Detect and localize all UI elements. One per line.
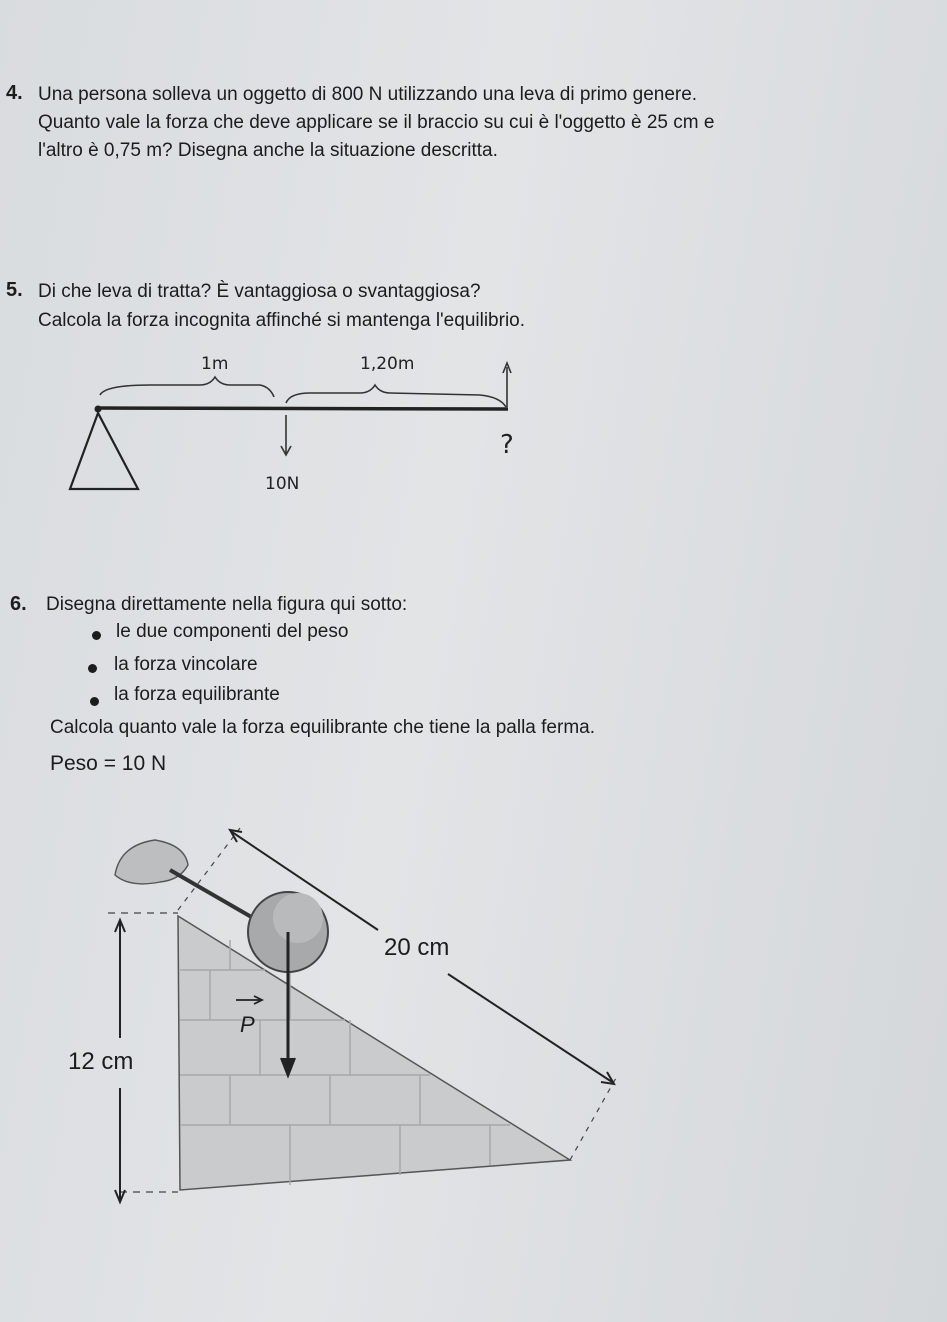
exercise-4-line-3: l'altro è 0,75 m? Disegna anche la situazione descritta. xyxy=(38,140,498,161)
exercise-6-question: Calcola quanto vale la forza equilibrante che tiene la palla ferma. xyxy=(50,717,595,738)
right-arm-brace xyxy=(286,385,506,407)
fulcrum-triangle xyxy=(70,413,138,489)
exercise-6-intro: Disegna direttamente nella figura qui sotto: xyxy=(46,594,408,615)
weight-vector-label: P xyxy=(240,1012,255,1037)
slope-dashed-guide-top xyxy=(178,828,240,910)
hypotenuse-label: 20 cm xyxy=(384,934,450,961)
exercise-4-line-1: Una persona solleva un oggetto di 800 N utilizzando una leva di primo genere. xyxy=(38,84,698,105)
exercise-6-number: 6. xyxy=(10,593,27,615)
exercise-4-line-2: Quanto vale la forza che deve applicare se il braccio su cui è l'oggetto è 25 cm e xyxy=(38,112,715,133)
height-label: 12 cm xyxy=(68,1048,134,1075)
exercise-5-line-2: Calcola la forza incognita affinché si mantenga l'equilibrio. xyxy=(38,310,526,331)
hypotenuse-arrow-lower xyxy=(448,974,612,1082)
unknown-force-label: ? xyxy=(500,430,514,460)
bullet-dot xyxy=(88,664,97,673)
bullet-dot xyxy=(90,697,99,706)
slope-dashed-guide-bottom xyxy=(570,1078,616,1160)
ball-highlight xyxy=(273,893,323,943)
bullet-dot xyxy=(92,631,101,640)
exercise-5-line-1: Di che leva di tratta? È vantaggiosa o svantaggiosa? xyxy=(38,281,481,302)
string-rope xyxy=(170,870,260,922)
bullet-item: le due componenti del peso xyxy=(116,621,349,642)
bullet-item: la forza vincolare xyxy=(114,654,258,675)
exercise-4-number: 4. xyxy=(6,82,23,104)
inclined-plane-figure xyxy=(60,820,640,1220)
left-arm-length: 1m xyxy=(201,354,229,374)
right-arm-length: 1,20m xyxy=(360,354,415,374)
load-force-label: 10N xyxy=(265,474,300,494)
exercise-5-number: 5. xyxy=(6,279,23,301)
bullet-item: la forza equilibrante xyxy=(114,684,280,705)
hypotenuse-arrow-head-top xyxy=(230,830,242,842)
lever-beam xyxy=(98,408,508,409)
hand-drawing xyxy=(115,840,188,884)
weight-value: Peso = 10 N xyxy=(50,752,167,775)
ramp-triangle xyxy=(178,916,570,1190)
left-arm-brace xyxy=(100,377,274,397)
